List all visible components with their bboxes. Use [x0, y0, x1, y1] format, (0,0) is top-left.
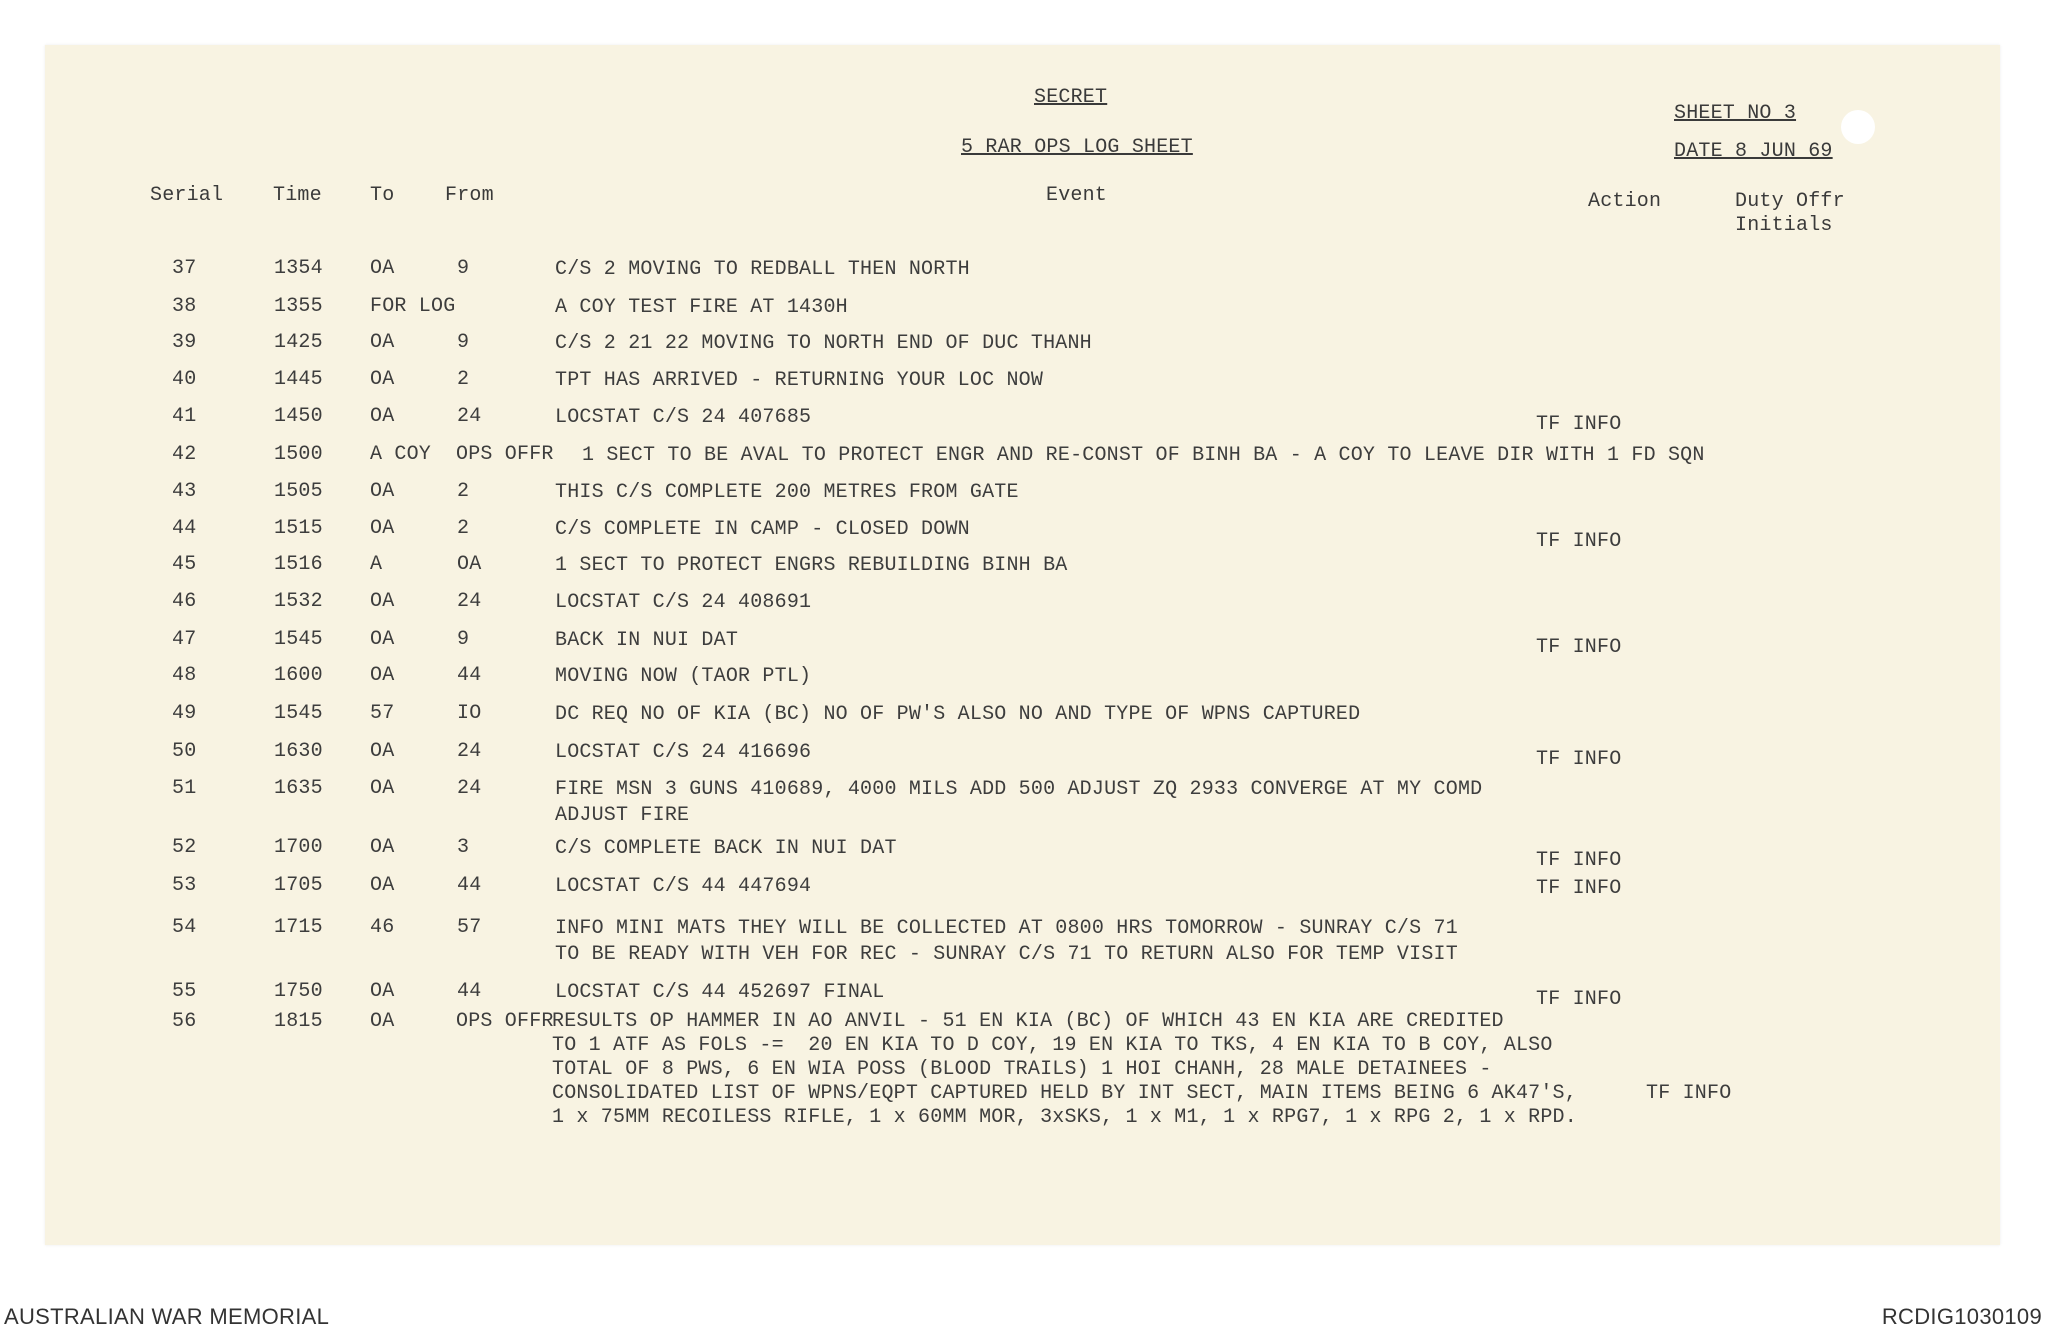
cell-from: 44	[457, 980, 482, 1003]
cell-event: INFO MINI MATS THEY WILL BE COLLECTED AT 0800 HRS TOMORROW - SUNRAY C/S 71 TO BE READY WITH VEH FOR REC - SUNRAY C/S 71 TO RETURN ALSO FOR TEMP VISIT	[555, 917, 1458, 966]
cell-serial: 45	[172, 553, 197, 576]
column-header-action: Action	[1588, 190, 1662, 213]
cell-action: TF INFO	[1536, 877, 1622, 900]
cell-time: 1715	[274, 916, 323, 939]
cell-event: 1 SECT TO PROTECT ENGRS REBUILDING BINH BA	[555, 554, 1068, 577]
cell-event: FIRE MSN 3 GUNS 410689, 4000 MILS ADD 500 ADJUST ZQ 2933 CONVERGE AT MY COMD ADJUST FIRE	[555, 778, 1483, 827]
cell-time: 1700	[274, 836, 323, 859]
cell-serial: 51	[172, 777, 197, 800]
cell-event: BACK IN NUI DAT	[555, 629, 739, 652]
cell-serial: 52	[172, 836, 197, 859]
cell-to: OA	[370, 331, 395, 354]
cell-event: LOCSTAT C/S 24 416696	[555, 741, 812, 764]
column-header-duty-offr: Duty Offr	[1735, 190, 1845, 213]
cell-event: A COY TEST FIRE AT 1430H	[555, 296, 848, 319]
cell-time: 1515	[274, 517, 323, 540]
cell-from: 44	[457, 874, 482, 897]
cell-time: 1500	[274, 443, 323, 466]
cell-to: OA	[370, 257, 395, 280]
cell-serial: 55	[172, 980, 197, 1003]
cell-serial: 48	[172, 664, 197, 687]
cell-time: 1532	[274, 590, 323, 613]
cell-to: OA	[370, 874, 395, 897]
cell-serial: 42	[172, 443, 197, 466]
cell-serial: 46	[172, 590, 197, 613]
cell-action: TF INFO	[1646, 1082, 1732, 1105]
cell-event: LOCSTAT C/S 44 452697 FINAL	[555, 981, 885, 1004]
cell-to: OA	[370, 480, 395, 503]
cell-event: C/S COMPLETE IN CAMP - CLOSED DOWN	[555, 518, 970, 541]
cell-event: RESULTS OP HAMMER IN AO ANVIL - 51 EN KIA (BC) OF WHICH 43 EN KIA ARE CREDITED TO 1 ATF AS FOLS -= 20 EN KIA TO D COY, 19 EN KIA TO TKS, 4 EN KIA TO B COY, ALSO TOTAL OF 8 PWS, 6 EN WIA POSS (BLOOD TRAILS) 1 HOI CHANH, 28 MALE DETAINEES - CONSOLIDATED LIST OF WPNS/EQPT CAPTURED HELD BY INT SECT, MAIN ITEMS BEING 6 AK47'S, 1 x 75MM RECOILESS RIFLE, 1 x 60MM MOR, 3xSKS, 1 x M1, 1 x RPG7, 1 x RPG 2, 1 x RPD.	[552, 1010, 1577, 1129]
cell-to: OA	[370, 664, 395, 687]
cell-time: 1354	[274, 257, 323, 280]
cell-from: 9	[457, 257, 470, 280]
cell-from: OPS OFFR	[456, 443, 554, 466]
cell-event: C/S COMPLETE BACK IN NUI DAT	[555, 837, 897, 860]
page-title: 5 RAR OPS LOG SHEET	[961, 136, 1193, 159]
cell-from: 57	[457, 916, 482, 939]
cell-time: 1750	[274, 980, 323, 1003]
cell-to: OA	[370, 777, 395, 800]
cell-serial: 49	[172, 702, 197, 725]
cell-to: 57	[370, 702, 395, 725]
cell-event: MOVING NOW (TAOR PTL)	[555, 665, 812, 688]
cell-serial: 50	[172, 740, 197, 763]
cell-from: 24	[457, 740, 482, 763]
cell-from: 9	[457, 331, 470, 354]
cell-time: 1600	[274, 664, 323, 687]
cell-action: TF INFO	[1536, 530, 1622, 553]
cell-from: IO	[457, 702, 482, 725]
cell-serial: 54	[172, 916, 197, 939]
cell-event: C/S 2 MOVING TO REDBALL THEN NORTH	[555, 258, 970, 281]
cell-from: 24	[457, 777, 482, 800]
cell-time: 1425	[274, 331, 323, 354]
column-header-initials: Initials	[1735, 214, 1833, 237]
cell-serial: 56	[172, 1010, 197, 1033]
cell-serial: 40	[172, 368, 197, 391]
sheet-date: DATE 8 JUN 69	[1674, 140, 1833, 163]
cell-from: OA	[457, 553, 482, 576]
cell-time: 1545	[274, 702, 323, 725]
cell-to: OA	[370, 740, 395, 763]
cell-serial: 41	[172, 405, 197, 428]
cell-time: 1545	[274, 628, 323, 651]
cell-event: C/S 2 21 22 MOVING TO NORTH END OF DUC THANH	[555, 332, 1092, 355]
cell-to: A COY	[370, 443, 432, 466]
classification-label: SECRET	[1034, 86, 1108, 109]
cell-event: 1 SECT TO BE AVAL TO PROTECT ENGR AND RE-CONST OF BINH BA - A COY TO LEAVE DIR WITH 1 FD SQN	[582, 444, 1705, 467]
cell-time: 1445	[274, 368, 323, 391]
cell-to: OA	[370, 405, 395, 428]
cell-to: OA	[370, 517, 395, 540]
cell-from: 3	[457, 836, 470, 859]
cell-action: TF INFO	[1536, 988, 1622, 1011]
cell-serial: 37	[172, 257, 197, 280]
cell-to: FOR LOG	[370, 295, 456, 318]
cell-action: TF INFO	[1536, 413, 1622, 436]
footer-record-id: RCDIG1030109	[1881, 1304, 2042, 1329]
cell-event: LOCSTAT C/S 44 447694	[555, 875, 812, 898]
cell-serial: 43	[172, 480, 197, 503]
cell-event: DC REQ NO OF KIA (BC) NO OF PW'S ALSO NO AND TYPE OF WPNS CAPTURED	[555, 703, 1361, 726]
cell-from: 2	[457, 480, 470, 503]
cell-serial: 47	[172, 628, 197, 651]
cell-from: 44	[457, 664, 482, 687]
cell-from: 9	[457, 628, 470, 651]
cell-time: 1630	[274, 740, 323, 763]
cell-action: TF INFO	[1536, 748, 1622, 771]
column-header-event: Event	[1046, 184, 1108, 207]
cell-action: TF INFO	[1536, 849, 1622, 872]
sheet-number: SHEET NO 3	[1674, 102, 1797, 125]
cell-serial: 39	[172, 331, 197, 354]
cell-serial: 38	[172, 295, 197, 318]
column-header-to: To	[370, 184, 395, 207]
cell-to: OA	[370, 980, 395, 1003]
cell-event: THIS C/S COMPLETE 200 METRES FROM GATE	[555, 481, 1019, 504]
cell-to: OA	[370, 368, 395, 391]
cell-from: 2	[457, 517, 470, 540]
cell-from: 24	[457, 405, 482, 428]
cell-time: 1635	[274, 777, 323, 800]
cell-time: 1450	[274, 405, 323, 428]
cell-from: 2	[457, 368, 470, 391]
cell-time: 1815	[274, 1010, 323, 1033]
column-header-time: Time	[273, 184, 322, 207]
cell-to: OA	[370, 836, 395, 859]
cell-event: TPT HAS ARRIVED - RETURNING YOUR LOC NOW	[555, 369, 1044, 392]
cell-time: 1705	[274, 874, 323, 897]
cell-to: A	[370, 553, 383, 576]
cell-to: OA	[370, 628, 395, 651]
cell-to: 46	[370, 916, 395, 939]
cell-from: OPS OFFR	[456, 1010, 554, 1033]
cell-event: LOCSTAT C/S 24 407685	[555, 406, 812, 429]
column-header-serial: Serial	[150, 184, 224, 207]
cell-serial: 44	[172, 517, 197, 540]
cell-time: 1505	[274, 480, 323, 503]
cell-time: 1355	[274, 295, 323, 318]
cell-time: 1516	[274, 553, 323, 576]
cell-from: 24	[457, 590, 482, 613]
cell-to: OA	[370, 1010, 395, 1033]
punch-hole	[1841, 110, 1875, 144]
footer-archive-name: AUSTRALIAN WAR MEMORIAL	[4, 1304, 330, 1329]
column-header-from: From	[445, 184, 494, 207]
cell-to: OA	[370, 590, 395, 613]
cell-serial: 53	[172, 874, 197, 897]
cell-event: LOCSTAT C/S 24 408691	[555, 591, 812, 614]
cell-action: TF INFO	[1536, 636, 1622, 659]
